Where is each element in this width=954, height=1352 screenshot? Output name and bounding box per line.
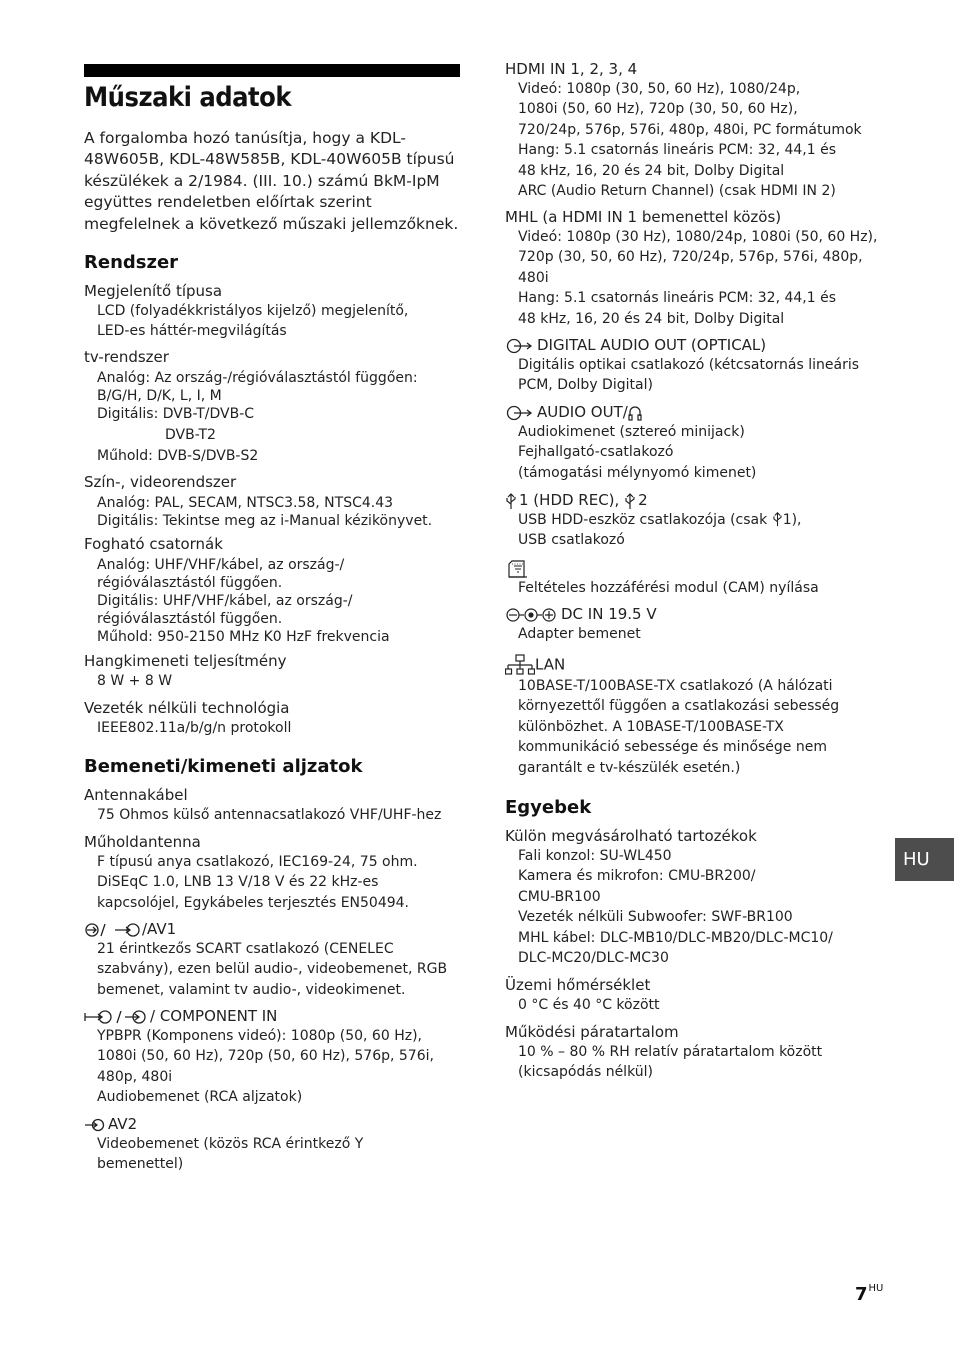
section-title-egyebek: Egyebek <box>505 797 592 818</box>
spec-item <box>505 1022 822 1083</box>
spec-item <box>84 281 408 342</box>
spec-item <box>84 347 418 465</box>
page-number-suffix: HU <box>868 1283 884 1294</box>
title-bar <box>84 64 460 77</box>
spec-label: 1 (HDD REC), <box>519 491 625 509</box>
spec-line: Analóg: UHF/VHF/kábel, az ország-/ <box>97 557 345 573</box>
spec-line: Digitális optikai csatlakozó (kétcsatornás lineáris <box>518 357 860 373</box>
spec-line: környezettől függően a csatlakozási sebesség <box>518 698 840 715</box>
spec-line: ARC (Audio Return Channel) (csak HDMI IN 2) <box>518 183 836 200</box>
spec-item <box>84 1006 434 1108</box>
intro-paragraph: A forgalomba hozó tanúsítja, hogy a KDL-48W605B, KDL-48W585B, KDL-40W605B típusú készülékek a 2/1984. (III. 10.) számú BkM-IpM együttes rendeletben előírtak szerint megfelelnek a következő műszaki jellemzőknek. <box>84 129 459 233</box>
headphones-icon <box>628 405 642 421</box>
spec-line: 1080i (50, 60 Hz), 720p (50, 60 Hz), 576p, 576i, <box>97 1048 434 1065</box>
spec-line: Digitális: DVB-T/DVB-C <box>97 406 255 422</box>
spec-line: 48 kHz, 16, 20 és 24 bit, Dolby Digital <box>518 162 785 179</box>
spec-line: 1), <box>782 512 802 528</box>
spec-line: Hang: 5.1 csatornás lineáris PCM: 32, 44,1 és <box>518 290 837 307</box>
spec-item <box>84 832 418 913</box>
spec-line: IEEE802.11a/b/g/n protokoll <box>97 720 292 736</box>
spec-line: DiSEqC 1.0, LNB 13 V/18 V és 22 kHz-es <box>97 874 379 891</box>
spec-label: Külön megvásárolható tartozékok <box>505 827 757 845</box>
usb-icon <box>505 492 517 510</box>
spec-line: bemenettel) <box>97 1156 184 1173</box>
spec-label: DIGITAL AUDIO OUT (OPTICAL) <box>537 336 767 354</box>
spec-line: Adapter bemenet <box>518 626 641 642</box>
scart-in-icon <box>114 921 140 939</box>
spec-item <box>84 1114 363 1175</box>
spec-line: 8 W + 8 W <box>97 673 173 689</box>
spec-line: Audiokimenet (sztereó minijack) <box>518 424 745 440</box>
spec-line: 1080i (50, 60 Hz), 720p (30, 50, 60 Hz), <box>518 101 798 118</box>
spec-label: MHL (a HDMI IN 1 bemenettel közös) <box>505 208 782 226</box>
digital-output-icon <box>505 337 535 355</box>
spec-item <box>505 207 877 329</box>
spec-label: / COMPONENT IN <box>150 1007 278 1025</box>
spec-line: 48 kHz, 16, 20 és 24 bit, Dolby Digital <box>518 310 785 327</box>
spec-label: tv-rendszer <box>84 348 169 366</box>
spec-line: 10BASE-T/100BASE-TX csatlakozó (A hálózati <box>518 678 833 694</box>
spec-line: Videobemenet (közös RCA érintkező Y <box>97 1136 364 1152</box>
spec-line: CMU-BR100 <box>518 888 601 905</box>
language-tab: HU <box>895 838 954 881</box>
spec-line: B/G/H, D/K, L, I, M <box>97 388 222 404</box>
spec-item <box>505 975 660 1015</box>
spec-item <box>84 534 390 646</box>
spec-item <box>84 698 291 738</box>
lan-icon <box>505 654 535 676</box>
spec-line: Műhold: DVB-S/DVB-S2 <box>97 448 259 464</box>
spec-label: AV2 <box>108 1115 138 1133</box>
spec-line: DLC-MC20/DLC-MC30 <box>518 950 669 967</box>
spec-label: Fogható csatornák <box>84 535 223 553</box>
usb-icon <box>772 511 783 527</box>
spec-line: Analóg: Az ország-/régióválasztástól függően: <box>97 370 418 386</box>
spec-line: garantált e tv-készülék esetén.) <box>518 759 741 776</box>
spec-item <box>505 604 657 644</box>
spec-line: Videó: 1080p (30, 50, 60 Hz), 1080/24p, <box>518 81 801 97</box>
spec-item <box>84 651 287 691</box>
spec-line: Fali konzol: SU-WL450 <box>518 848 672 864</box>
spec-line: 0 °C és 40 °C között <box>518 997 660 1013</box>
spec-line: Videó: 1080p (30 Hz), 1080/24p, 1080i (50, 60 Hz), <box>518 229 878 245</box>
spec-line: kapcsolójel, Egykábeles terjesztés EN50494. <box>97 894 409 911</box>
spec-label: Szín-, videorendszer <box>84 473 237 491</box>
component-output-icon <box>114 1008 148 1026</box>
spec-item <box>505 558 819 598</box>
component-input-icon <box>84 1008 114 1026</box>
spec-item <box>84 919 447 1000</box>
spec-line: (kicsapódás nélkül) <box>518 1064 653 1081</box>
spec-line: 10 % – 80 % RH relatív páratartalom között <box>518 1044 823 1060</box>
spec-line: 21 érintkezős SCART csatlakozó (CENELEC <box>97 941 394 957</box>
spec-label: DC IN 19.5 V <box>561 605 657 623</box>
spec-line: MHL kábel: DLC-MB10/DLC-MB20/DLC-MC10/ <box>518 929 833 946</box>
spec-label: AUDIO OUT/ <box>537 403 628 421</box>
spec-line: régióválasztástól függően. <box>97 575 283 591</box>
spec-label: Antennakábel <box>84 786 188 804</box>
spec-item <box>84 785 441 825</box>
scart-in-out-icon <box>84 921 116 939</box>
spec-line: bemenet, valamint tv audio-, videokimenet. <box>97 981 406 998</box>
spec-line: Digitális: UHF/VHF/kábel, az ország-/ <box>97 593 353 609</box>
spec-item <box>505 490 802 551</box>
spec-line: Műhold: 950-2150 MHz K0 HzF frekvencia <box>97 629 390 645</box>
spec-line: 480p, 480i <box>97 1068 173 1085</box>
spec-line: (támogatási mélynyomó kimenet) <box>518 464 757 481</box>
spec-label: /AV1 <box>142 920 177 938</box>
spec-line: 720p (30, 50, 60 Hz), 720/24p, 576p, 576i, 480p, <box>518 249 863 266</box>
page-number-value: 7 <box>855 1284 868 1305</box>
spec-line: Vezeték nélküli Subwoofer: SWF-BR100 <box>518 909 793 926</box>
spec-label: HDMI IN 1, 2, 3, 4 <box>505 60 638 78</box>
spec-label: Vezeték nélküli technológia <box>84 699 290 717</box>
usb-icon <box>624 492 636 510</box>
video-input-icon <box>84 1116 106 1134</box>
spec-item <box>505 335 859 396</box>
spec-line: régióválasztástól függően. <box>97 611 283 627</box>
spec-line: Analóg: PAL, SECAM, NTSC3.58, NTSC4.43 <box>97 495 394 511</box>
spec-line: Hang: 5.1 csatornás lineáris PCM: 32, 44,1 és <box>518 142 837 159</box>
spec-line: Kamera és mikrofon: CMU-BR200/ <box>518 868 756 885</box>
spec-line: F típusú anya csatlakozó, IEC169-24, 75 ohm. <box>97 854 418 870</box>
cam-slot-icon <box>505 559 529 579</box>
spec-line: 480i <box>518 269 549 286</box>
spec-line: PCM, Dolby Digital) <box>518 377 653 394</box>
spec-label: Hangkimeneti teljesítmény <box>84 652 287 670</box>
spec-item <box>505 402 756 483</box>
page-number <box>855 1283 883 1305</box>
spec-item <box>84 472 432 530</box>
spec-item <box>505 826 833 968</box>
spec-label: Műholdantenna <box>84 833 201 851</box>
spec-line: különbözhet. A 10BASE-T/100BASE-TX <box>518 718 784 735</box>
spec-line: Fejhallgató-csatlakozó <box>518 444 674 461</box>
spec-label: Üzemi hőmérséklet <box>505 976 651 994</box>
spec-line: Digitális: Tekintse meg az i-Manual kézikönyvet. <box>97 513 433 529</box>
spec-line: 720/24p, 576p, 576i, 480p, 480i, PC formátumok <box>518 121 862 138</box>
spec-line: LCD (folyadékkristályos kijelző) megjelenítő, <box>97 303 409 319</box>
spec-line: Audiobemenet (RCA aljzatok) <box>97 1089 303 1106</box>
spec-line: 75 Ohmos külső antennacsatlakozó VHF/UHF-hez <box>97 807 442 823</box>
spec-line: YPBPR (Komponens videó): 1080p (50, 60 Hz), <box>97 1028 422 1044</box>
page-title: Műszaki adatok <box>84 82 291 113</box>
spec-line: kommunikáció sebessége és minősége nem <box>518 739 827 756</box>
section-title-io: Bemeneti/kimeneti aljzatok <box>84 756 363 777</box>
spec-item <box>505 654 839 778</box>
spec-label: LAN <box>535 655 566 674</box>
spec-label: Működési páratartalom <box>505 1023 679 1041</box>
spec-line: DVB-T2 <box>165 427 216 443</box>
spec-line: LED-es háttér-megvilágítás <box>97 323 287 340</box>
spec-item <box>505 59 862 201</box>
spec-label-suffix: 2 <box>638 491 648 509</box>
spec-line: szabvány), ezen belül audio-, videobemenet, RGB <box>97 961 448 978</box>
section-title-rendszer: Rendszer <box>84 252 179 273</box>
spec-line: USB HDD-eszköz csatlakozója (csak <box>518 512 772 528</box>
audio-output-icon <box>505 404 535 422</box>
spec-line: USB csatlakozó <box>518 532 625 549</box>
spec-label: Megjelenítő típusa <box>84 282 223 300</box>
spec-line: Feltételes hozzáférési modul (CAM) nyílása <box>518 580 819 596</box>
dc-in-icon <box>505 606 559 624</box>
